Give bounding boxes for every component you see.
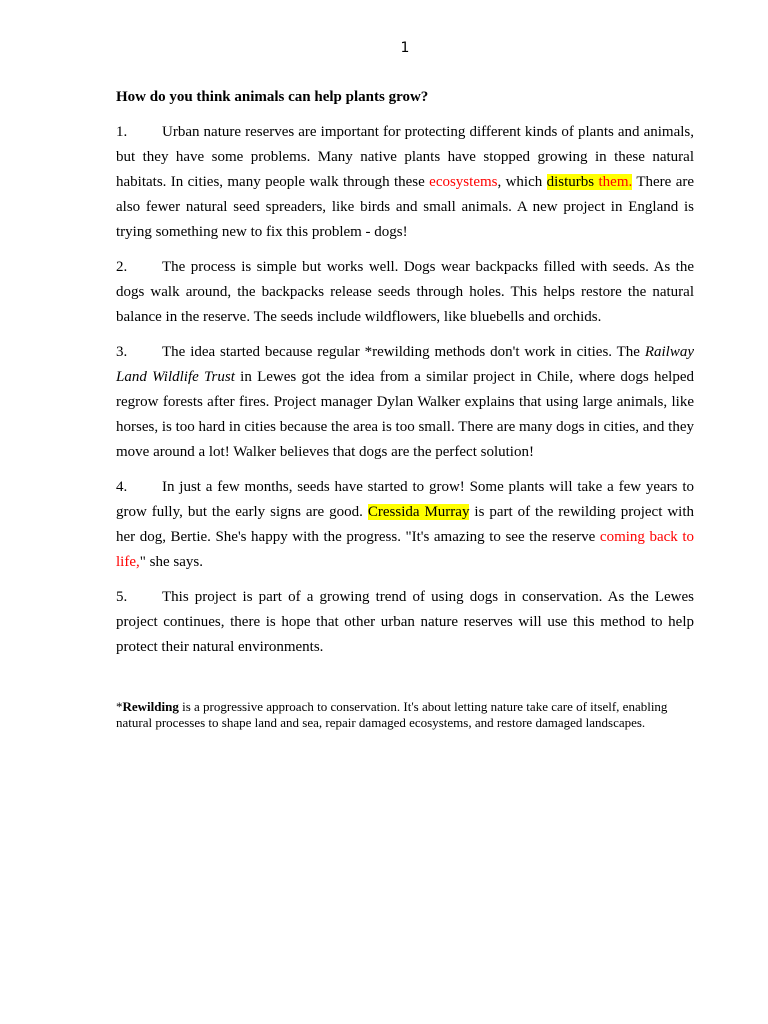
- paragraph-text: is part of the rewilding project with her dog, Bertie. She's happy with the progress. "It's amazing to see the reserve: [116, 504, 694, 545]
- paragraph-text: in Lewes got the idea from a similar project in Chile, where dogs helped regrow forests after fires. Project manager Dylan Walker explains that using large animals, like horses, is too hard in cities because the area is too small. There are many dogs in cities, and they move around a lot! Walker believes that dogs are the perfect solution!: [116, 369, 694, 460]
- paragraph-number: 4.: [116, 479, 128, 495]
- paragraph-number: 3.: [116, 344, 128, 360]
- footnote: [116, 699, 694, 730]
- paragraph-text: There are also fewer natural seed spreaders, like birds and small animals. A new project in England is trying something new to fix this problem - dogs!: [116, 174, 695, 240]
- paragraph-number: 5.: [116, 589, 128, 605]
- red-text-coming-back: coming back to life,: [116, 529, 694, 570]
- highlight-red-them: them.: [598, 174, 633, 190]
- red-text-ecosystems: ecosystems: [429, 174, 498, 190]
- paragraph-3: [116, 340, 694, 465]
- question-heading: How do you think animals can help plants grow?: [116, 89, 429, 105]
- paragraph-text: The idea started because regular *rewilding methods don't work in cities. The: [162, 344, 645, 360]
- paragraph-4: [116, 475, 694, 575]
- highlight-space: [594, 174, 598, 190]
- page-number: 1: [400, 40, 410, 56]
- paragraph-2: [116, 255, 694, 330]
- document-body: [116, 87, 694, 743]
- footnote-term: Rewilding: [122, 699, 179, 714]
- footnote-star: *: [116, 699, 123, 714]
- italic-trust-name: Railway Land Wildlife Trust: [116, 344, 694, 385]
- paragraph-text: Urban nature reserves are important for protecting different kinds of plants and animals, but they have some problems. Many native plants have stopped growing in these natural habitats. In cities, many people walk through these: [116, 124, 694, 190]
- paragraph-text: In just a few months, seeds have started to grow! Some plants will take a few years to grow fully, but the early signs are good.: [116, 479, 694, 520]
- paragraph-text: " she says.: [139, 554, 203, 570]
- highlight-disturbs: disturbs: [546, 174, 595, 190]
- paragraph-text: This project is part of a growing trend of using dogs in conservation. As the Lewes project continues, there is hope that other urban nature reserves will use this method to help protect their natural environments.: [116, 589, 694, 655]
- footnote-text: is a progressive approach to conservation. It's about letting nature take care of itself, enabling natural processes to shape land and sea, repair damaged ecosystems, and restore damaged landscapes.: [116, 699, 668, 730]
- paragraph-5: [116, 585, 694, 660]
- paragraph-number: 2.: [116, 259, 128, 275]
- paragraph-number: 1.: [116, 124, 128, 140]
- paragraph-text: , which: [497, 174, 547, 190]
- paragraph-text: The process is simple but works well. Dogs wear backpacks filled with seeds. As the dogs walk around, the backpacks release seeds through holes. This helps restore the natural balance in the reserve. The seeds include wildflowers, like bluebells and orchids.: [116, 259, 694, 325]
- paragraph-1: [116, 120, 694, 245]
- highlight-cressida-murray: Cressida Murray: [367, 504, 470, 520]
